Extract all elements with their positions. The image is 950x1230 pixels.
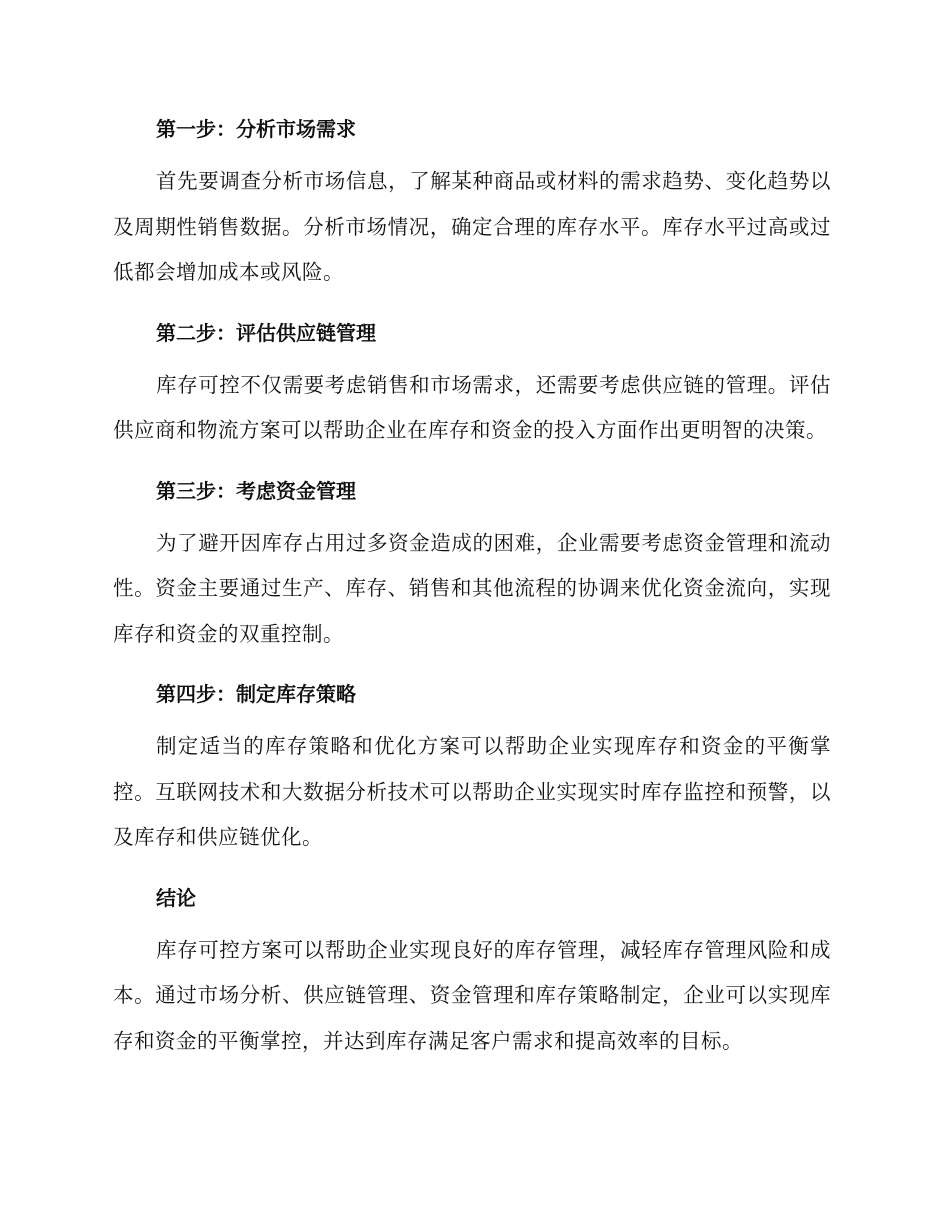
section-paragraph-step2: 库存可控不仅需要考虑销售和市场需求，还需要考虑供应链的管理。评估供应商和物流方案可以帮助企业在库存和资金的投入方面作出更明智的决策。 [113, 372, 831, 442]
section-heading-step4: 第四步：制定库存策略 [156, 682, 356, 706]
section-paragraph-step4: 制定适当的库存策略和优化方案可以帮助企业实现库存和资金的平衡掌控。互联网技术和大数据分析技术可以帮助企业实现实时库存监控和预警，以及库存和供应链优化。 [113, 734, 831, 849]
document-page [113, 113, 831, 1085]
section-heading-conclusion: 结论 [156, 885, 196, 910]
section-heading-step3: 第三步：考虑资金管理 [156, 478, 356, 503]
section-heading-step1: 第一步：分析市场需求 [156, 117, 356, 141]
section-paragraph-step3: 为了避开因库存占用过多资金造成的困难，企业需要考虑资金管理和流动性。资金主要通过生产、库存、销售和其他流程的协调来优化资金流向，实现库存和资金的双重控制。 [113, 530, 831, 646]
section-paragraph-conclusion: 库存可控方案可以帮助企业实现良好的库存管理，减轻库存管理风险和成本。通过市场分析、供应链管理、资金管理和库存策略制定，企业可以实现库存和资金的平衡掌控，并达到库存满足客户需求和提高效率的目标。 [113, 937, 831, 1053]
section-heading-step2: 第二步：评估供应链管理 [156, 320, 376, 345]
section-paragraph-step1: 首先要调查分析市场信息，了解某种商品或材料的需求趋势、变化趋势以及周期性销售数据。分析市场情况，确定合理的库存水平。库存水平过高或过低都会增加成本或风险。 [113, 169, 831, 284]
